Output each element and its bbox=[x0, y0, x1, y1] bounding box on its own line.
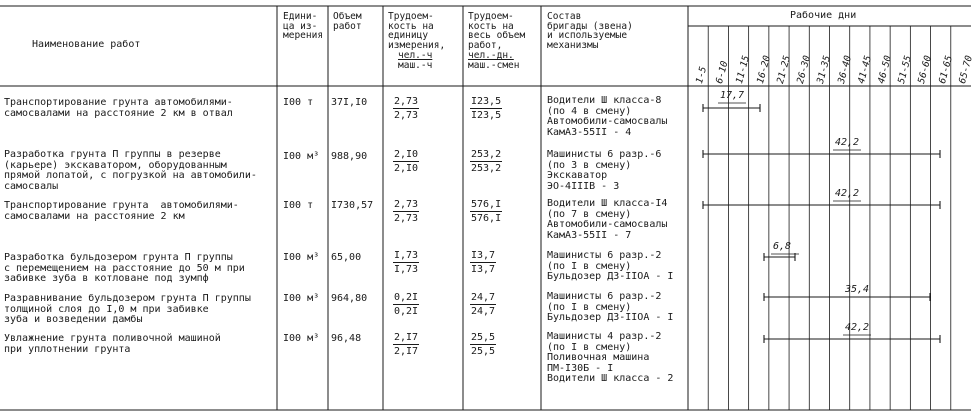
header-work-name: Наименование работ bbox=[32, 39, 141, 50]
day-range-label: 11-15 bbox=[734, 54, 753, 85]
day-range-label: 61-65 bbox=[936, 54, 955, 85]
row-1-name: Транспортирование грунта автомобилями- самосвалами на расстояние 2 км в отвал bbox=[4, 97, 233, 119]
row-5-volume: 964,80 bbox=[331, 293, 368, 304]
row-6-unit: I00 м³ bbox=[283, 333, 320, 344]
header-labor-unit: Трудоем- кость на единицу измерения, bbox=[388, 11, 446, 51]
row-3-crew: Водители Ш класса-I4 (по 7 в смену) Автомобили-самосвалы КамАЗ-55II - 7 bbox=[547, 198, 668, 241]
row-3-unit: I00 т bbox=[283, 200, 314, 211]
row-5-crew: Машинисты 6 разр.-2 (по I в смену) Бульдозер ДЗ-IIОА - I bbox=[547, 291, 674, 324]
row-2-labor-total: $\frac{253,2}{253,2}$ bbox=[471, 149, 502, 174]
row-3-volume: I730,57 bbox=[331, 200, 374, 211]
day-range-label: 16-20 bbox=[754, 54, 773, 85]
header-labor-unit-u2: маш.-ч bbox=[398, 60, 433, 71]
duration-label: 42,2 bbox=[835, 188, 860, 199]
row-1-labor-total: $\frac{I23,5}{I23,5}$ bbox=[471, 96, 502, 121]
header-labor-total-u2: маш.-смен bbox=[468, 60, 520, 71]
row-4-labor-unit: $\frac{I,73}{I,73}$ bbox=[394, 250, 419, 275]
row-1-labor-unit: $\frac{2,73}{2,73}$ bbox=[394, 96, 419, 121]
header-labor-unit-u1: чел.-ч bbox=[398, 50, 433, 61]
row-2-volume: 988,90 bbox=[331, 151, 368, 162]
row-6-volume: 96,48 bbox=[331, 333, 362, 344]
row-4-labor-total: $\frac{I3,7}{I3,7}$ bbox=[471, 250, 496, 275]
row-2-unit: I00 м³ bbox=[283, 151, 320, 162]
header-workdays: Рабочие дни bbox=[790, 10, 857, 21]
day-range-label: 56-60 bbox=[916, 54, 935, 85]
duration-label: 35,4 bbox=[845, 284, 870, 295]
row-4-unit: I00 м³ bbox=[283, 252, 320, 263]
row-5-name: Разравнивание бульдозером грунта П группы толщиной слоя до I,0 м при забивке зуба и возведении дамбы bbox=[4, 293, 251, 326]
day-range-label: 21-25 bbox=[774, 54, 793, 85]
row-3-labor-unit: $\frac{2,73}{2,73}$ bbox=[394, 199, 419, 224]
row-2-crew: Машинисты 6 разр.-6 (по 3 в смену) Экскаватор ЭО-4IIIВ - 3 bbox=[547, 149, 662, 192]
row-2-labor-unit: $\frac{2,I0}{2,I0}$ bbox=[394, 149, 419, 174]
row-3-labor-total: $\frac{576,I}{576,I}$ bbox=[471, 199, 502, 224]
day-range-label: 46-50 bbox=[875, 54, 894, 85]
row-5-unit: I00 м³ bbox=[283, 293, 320, 304]
day-range-label: 31-35 bbox=[815, 54, 834, 85]
duration-label: 17,7 bbox=[720, 90, 745, 101]
day-range-label: 1-5 bbox=[694, 65, 710, 85]
header-labor-total: Трудоем- кость на весь объем работ, bbox=[468, 11, 526, 51]
row-6-labor-unit: $\frac{2,I7}{2,I7}$ bbox=[394, 332, 419, 357]
day-range-label: 36-40 bbox=[835, 54, 854, 85]
row-2-name: Разработка грунта П группы в резерве (карьере) экскаватором, оборудованным прямой лопатой, с погрузкой на автомобили- самосвалы bbox=[4, 149, 257, 192]
row-6-name: Увлажнение грунта поливочной машиной при уплотнении грунта bbox=[4, 333, 221, 355]
row-1-volume: 37I,I0 bbox=[331, 97, 368, 108]
day-range-label: 6-10 bbox=[714, 59, 731, 85]
duration-label: 42,2 bbox=[835, 137, 860, 148]
duration-label: 42,2 bbox=[845, 322, 870, 333]
row-1-unit: I00 т bbox=[283, 97, 314, 108]
row-6-crew: Машинисты 4 разр.-2 (по I в смену) Поливочная машина ПМ-I30Б - I Водители Ш класса - 2 bbox=[547, 331, 674, 385]
row-1-crew: Водители Ш класса-8 (по 4 в смену) Автомобили-самосвалы КамАЗ-55II - 4 bbox=[547, 95, 668, 138]
header-labor-total-u1: чел.-дн. bbox=[468, 50, 514, 61]
row-5-labor-total: $\frac{24,7}{24,7}$ bbox=[471, 292, 496, 317]
day-range-label: 26-30 bbox=[795, 54, 814, 85]
row-4-volume: 65,00 bbox=[331, 252, 362, 263]
row-5-labor-unit: $\frac{0,2I}{0,2I}$ bbox=[394, 292, 419, 317]
row-6-labor-total: $\frac{25,5}{25,5}$ bbox=[471, 332, 496, 357]
day-range-label: 51-55 bbox=[896, 54, 915, 85]
header-crew: Состав бригады (звена) и используемые механизмы bbox=[547, 11, 633, 51]
row-3-name: Транспортирование грунта автомобилями- самосвалами на расстояние 2 км bbox=[4, 200, 239, 222]
duration-label: 6,8 bbox=[773, 241, 792, 252]
header-unit: Едини- ца из- мерения bbox=[283, 11, 324, 42]
header-volume: Объем работ bbox=[333, 11, 362, 32]
row-4-crew: Машинисты 6 разр.-2 (по I в смену) Бульдозер ДЗ-IIОА - I bbox=[547, 250, 674, 283]
row-4-name: Разработка бульдозером грунта П группы с перемещением на расстояние до 50 м при забивке зуба в котловане под зумпф bbox=[4, 252, 245, 285]
day-range-label: 65-70 bbox=[956, 54, 975, 85]
day-range-label: 41-45 bbox=[855, 54, 874, 85]
